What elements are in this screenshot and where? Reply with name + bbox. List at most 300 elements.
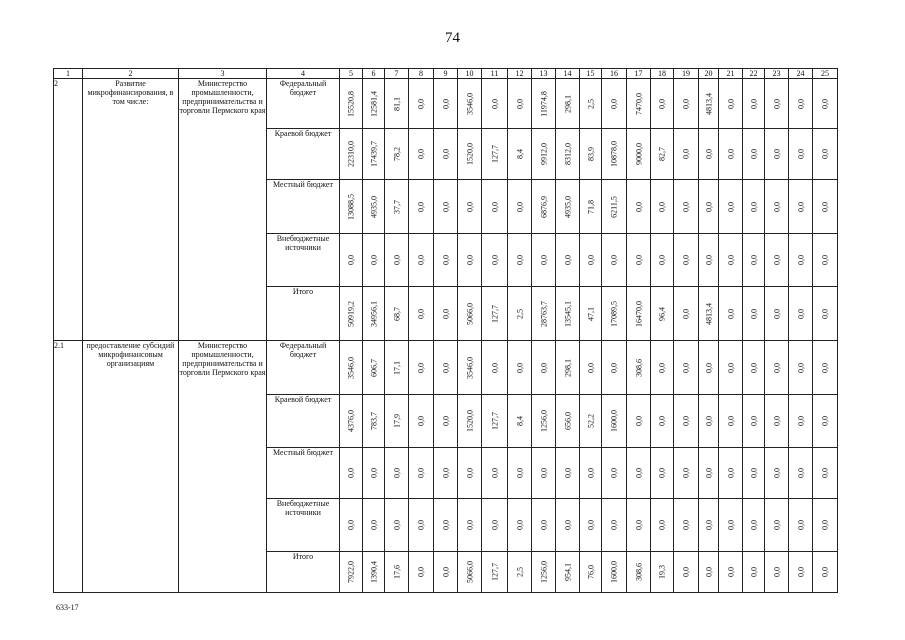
cell-value: 127,7 [490,304,499,323]
value-cell [699,79,719,129]
value-cell [458,129,482,180]
value-cell [385,499,409,552]
value-cell [699,448,719,499]
cell-value: 0,0 [772,362,781,373]
cell-value: 0,0 [657,201,667,212]
value-cell [743,499,765,552]
cell-value: 0,0 [465,201,474,212]
funding-source: Итого [267,287,340,341]
cell-value: 0,0 [416,201,426,212]
value-cell [434,234,458,287]
cell-value: 8,4 [515,149,524,159]
cell-value: 0,0 [346,520,356,530]
cell-value: 0,0 [772,98,781,109]
value-cell [458,341,482,395]
cell-value: 0,0 [441,201,450,212]
cell-value: 3546,0 [465,92,474,115]
cell-value: 0,0 [796,98,805,109]
cell-value: 0,0 [726,567,735,577]
value-cell [789,234,813,287]
cell-value: 0,0 [563,468,572,478]
cell-value: 0,0 [704,149,713,159]
cell-value: 0,0 [749,98,758,109]
cell-value: 22310,0 [346,141,356,167]
value-cell [765,287,789,341]
item-executor: Министерство промышленности, предпринимательства и торговли Пермского края [179,341,267,593]
budget-table [53,68,838,593]
column-number: 9 [434,69,458,79]
cell-value: 0,0 [515,98,524,109]
value-cell [651,129,674,180]
value-cell [458,448,482,499]
value-cell [813,234,838,287]
cell-value: 0,0 [609,255,619,265]
column-number: 13 [532,69,556,79]
value-cell [434,180,458,234]
cell-value: 0,0 [441,416,450,426]
value-cell [458,287,482,341]
cell-value: 0,0 [704,520,713,530]
value-cell [651,552,674,593]
value-cell [789,448,813,499]
cell-value: 28763,7 [539,300,548,327]
value-cell [627,552,651,593]
value-cell [363,129,385,180]
cell-value: 0,0 [681,98,691,109]
value-cell [743,448,765,499]
cell-value: 0,0 [634,416,643,426]
value-cell [765,234,789,287]
cell-value: 0,0 [772,149,781,159]
column-number: 20 [699,69,719,79]
value-cell [508,129,532,180]
cell-value: 0,0 [563,520,572,530]
value-cell [651,79,674,129]
cell-value: 0,0 [609,362,619,373]
cell-value: 0,0 [704,567,713,577]
value-cell [340,79,363,129]
value-cell [765,448,789,499]
value-cell [482,552,508,593]
cell-value: 8,4 [515,416,524,426]
value-cell [699,287,719,341]
cell-value: 76,0 [586,565,595,579]
column-number: 23 [765,69,789,79]
cell-value: 0,0 [657,468,667,478]
value-cell [532,287,556,341]
cell-value: 3546,0 [465,356,474,379]
value-cell [674,79,699,129]
value-cell [765,395,789,448]
value-cell [651,287,674,341]
value-cell [765,552,789,593]
cell-value: 0,0 [609,98,619,109]
value-cell [508,395,532,448]
column-number: 2 [83,69,179,79]
cell-value: 81,1 [392,96,401,111]
cell-value: 13545,1 [563,300,572,327]
value-cell [409,180,434,234]
cell-value: 50919,2 [346,300,356,327]
cell-value: 0,0 [796,255,805,265]
value-cell [363,395,385,448]
cell-value: 0,0 [416,362,426,373]
cell-value: 0,0 [772,308,781,319]
value-cell [434,448,458,499]
value-cell [813,129,838,180]
value-cell [482,180,508,234]
cell-value: 5066,0 [465,561,474,583]
cell-value: 0,0 [726,362,735,373]
value-cell [532,395,556,448]
cell-value: 0,0 [490,362,499,373]
value-cell [719,79,743,129]
cell-value: 15520,8 [346,90,356,117]
value-cell [385,79,409,129]
cell-value: 2,5 [586,98,595,109]
cell-value: 1600,0 [609,561,619,583]
value-cell [813,79,838,129]
value-cell [385,180,409,234]
value-cell [580,287,602,341]
cell-value: 0,0 [609,520,619,530]
value-cell [409,395,434,448]
column-number: 3 [179,69,267,79]
column-number: 12 [508,69,532,79]
cell-value: 0,0 [416,98,426,109]
column-number-row [54,69,838,79]
value-cell [508,234,532,287]
cell-value: 1390,4 [369,561,378,583]
value-cell [458,499,482,552]
cell-value: 0,0 [441,149,450,159]
cell-value: 0,0 [416,308,426,319]
value-cell [789,395,813,448]
cell-value: 0,0 [820,98,830,109]
cell-value: 656,0 [563,412,572,430]
cell-value: 0,0 [749,308,758,319]
cell-value: 0,0 [539,362,548,373]
cell-value: 0,0 [515,255,524,265]
cell-value: 0,0 [586,468,595,478]
cell-value: 0,0 [796,416,805,426]
cell-value: 0,0 [586,520,595,530]
value-cell [627,341,651,395]
cell-value: 0,0 [749,255,758,265]
cell-value: 0,0 [515,468,524,478]
item-name: Развитие микрофинансирования, в том числе: [83,79,179,341]
value-cell [409,499,434,552]
cell-value: 954,1 [563,563,572,581]
cell-value: 17089,5 [609,300,619,327]
cell-value: 17,9 [392,414,401,428]
cell-value: 10878,0 [609,141,619,167]
value-cell [363,448,385,499]
cell-value: 8312,0 [563,143,572,165]
cell-value: 298,1 [563,358,572,377]
column-number: 8 [409,69,434,79]
value-cell [340,234,363,287]
value-cell [409,129,434,180]
value-cell [458,234,482,287]
cell-value: 0,0 [772,255,781,265]
funding-source: Местный бюджет [267,448,340,499]
cell-value: 0,0 [749,416,758,426]
cell-value: 0,0 [346,255,356,265]
value-cell [340,395,363,448]
value-cell [813,395,838,448]
value-cell [434,341,458,395]
value-cell [385,341,409,395]
value-cell [719,287,743,341]
value-cell [789,129,813,180]
cell-value: 606,7 [369,358,378,377]
cell-value: 0,0 [704,362,713,373]
value-cell [674,180,699,234]
cell-value: 0,0 [490,255,499,265]
cell-value: 0,0 [441,308,450,319]
cell-value: 0,0 [820,567,830,577]
cell-value: 0,0 [369,520,378,530]
value-cell [508,552,532,593]
funding-source: Внебюджетные источники [267,499,340,552]
value-cell [409,448,434,499]
cell-value: 0,0 [539,468,548,478]
cell-value: 11974,8 [539,90,548,117]
value-cell [813,287,838,341]
value-cell [409,287,434,341]
column-number: 17 [627,69,651,79]
cell-value: 71,8 [586,199,595,214]
value-cell [602,129,627,180]
value-cell [508,499,532,552]
cell-value: 37,7 [392,199,401,214]
cell-value: 0,0 [441,520,450,530]
value-cell [363,287,385,341]
value-cell [385,395,409,448]
value-cell [765,129,789,180]
funding-source: Итого [267,552,340,593]
value-cell [482,129,508,180]
value-cell [409,79,434,129]
value-cell [482,287,508,341]
cell-value: 0,0 [657,416,667,426]
cell-value: 47,1 [586,306,595,321]
value-cell [743,79,765,129]
cell-value: 0,0 [465,520,474,530]
cell-value: 83,9 [586,147,595,161]
cell-value: 0,0 [749,567,758,577]
cell-value: 17,1 [392,360,401,375]
cell-value: 17,6 [392,565,401,579]
cell-value: 0,0 [634,468,643,478]
value-cell [363,234,385,287]
value-cell [602,552,627,593]
cell-value: 0,0 [392,255,401,265]
cell-value: 0,0 [726,520,735,530]
value-cell [651,448,674,499]
cell-value: 0,0 [416,567,426,577]
value-cell [602,395,627,448]
cell-value: 12581,4 [369,90,378,117]
column-number: 25 [813,69,838,79]
cell-value: 0,0 [796,201,805,212]
cell-value: 0,0 [681,468,691,478]
column-number: 10 [458,69,482,79]
column-number: 11 [482,69,508,79]
cell-value: 1256,0 [539,561,548,583]
funding-source: Краевой бюджет [267,395,340,448]
value-cell [627,180,651,234]
value-cell [813,499,838,552]
cell-value: 0,0 [772,468,781,478]
value-cell [719,129,743,180]
column-number: 14 [556,69,580,79]
cell-value: 0,0 [749,468,758,478]
value-cell [482,448,508,499]
value-cell [602,448,627,499]
cell-value: 7922,0 [346,561,356,583]
cell-value: 0,0 [796,149,805,159]
value-cell [532,180,556,234]
cell-value: 0,0 [681,362,691,373]
cell-value: 0,0 [465,255,474,265]
column-number: 6 [363,69,385,79]
value-cell [434,395,458,448]
value-cell [719,395,743,448]
value-cell [532,499,556,552]
value-cell [602,79,627,129]
value-cell [719,499,743,552]
value-cell [532,129,556,180]
footer-code: 633-17 [56,603,79,612]
value-cell [699,341,719,395]
cell-value: 0,0 [416,468,426,478]
value-cell [813,552,838,593]
item-executor: Министерство промышленности, предпринимательства и торговли Пермского края [179,79,267,341]
cell-value: 0,0 [416,255,426,265]
value-cell [674,341,699,395]
value-cell [580,499,602,552]
value-cell [385,234,409,287]
column-number: 19 [674,69,699,79]
cell-value: 0,0 [726,201,735,212]
cell-value: 0,0 [772,567,781,577]
cell-value: 0,0 [392,468,401,478]
cell-value: 78,2 [392,147,401,161]
cell-value: 13088,5 [346,193,356,220]
value-cell [674,448,699,499]
value-cell [743,129,765,180]
cell-value: 4813,4 [704,92,713,115]
value-cell [385,287,409,341]
cell-value: 3546,0 [346,356,356,379]
value-cell [556,341,580,395]
cell-value: 7470,0 [634,92,643,115]
cell-value: 0,0 [465,468,474,478]
column-number: 22 [743,69,765,79]
cell-value: 0,0 [820,468,830,478]
value-cell [627,287,651,341]
cell-value: 4935,0 [563,195,572,218]
cell-value: 2,5 [515,308,524,319]
cell-value: 0,0 [820,255,830,265]
value-cell [743,341,765,395]
cell-value: 783,7 [369,412,378,430]
cell-value: 0,0 [657,98,667,109]
cell-value: 1256,0 [539,410,548,432]
cell-value: 9000,0 [634,143,643,165]
cell-value: 308,6 [634,358,643,377]
cell-value: 0,0 [416,520,426,530]
cell-value: 0,0 [563,255,572,265]
value-cell [340,287,363,341]
cell-value: 34956,1 [369,300,378,327]
value-cell [699,499,719,552]
cell-value: 0,0 [726,308,735,319]
value-cell [363,499,385,552]
value-cell [508,448,532,499]
cell-value: 4935,0 [369,195,378,218]
value-cell [699,129,719,180]
value-cell [458,552,482,593]
cell-value: 0,0 [609,468,619,478]
value-cell [743,552,765,593]
value-cell [482,79,508,129]
cell-value: 0,0 [796,308,805,319]
cell-value: 0,0 [681,520,691,530]
value-cell [580,180,602,234]
cell-value: 0,0 [704,468,713,478]
value-cell [458,79,482,129]
value-cell [602,499,627,552]
cell-value: 0,0 [586,255,595,265]
cell-value: 0,0 [704,416,713,426]
cell-value: 0,0 [539,520,548,530]
cell-value: 5066,0 [465,302,474,325]
cell-value: 0,0 [772,520,781,530]
cell-value: 0,0 [515,520,524,530]
cell-value: 68,7 [392,306,401,321]
cell-value: 0,0 [657,255,667,265]
value-cell [699,234,719,287]
value-cell [627,129,651,180]
cell-value: 16470,0 [634,300,643,327]
value-cell [434,129,458,180]
value-cell [580,234,602,287]
cell-value: 0,0 [490,468,499,478]
value-cell [580,341,602,395]
value-cell [743,234,765,287]
value-cell [556,287,580,341]
value-cell [532,341,556,395]
cell-value: 0,0 [796,362,805,373]
value-cell [743,287,765,341]
cell-value: 0,0 [369,255,378,265]
column-number: 4 [267,69,340,79]
value-cell [719,552,743,593]
value-cell [556,234,580,287]
table-row [54,79,838,129]
cell-value: 0,0 [749,201,758,212]
value-cell [532,79,556,129]
value-cell [580,395,602,448]
cell-value: 127,7 [490,563,499,581]
column-number: 1 [54,69,83,79]
value-cell [602,234,627,287]
cell-value: 0,0 [441,567,450,577]
value-cell [765,499,789,552]
